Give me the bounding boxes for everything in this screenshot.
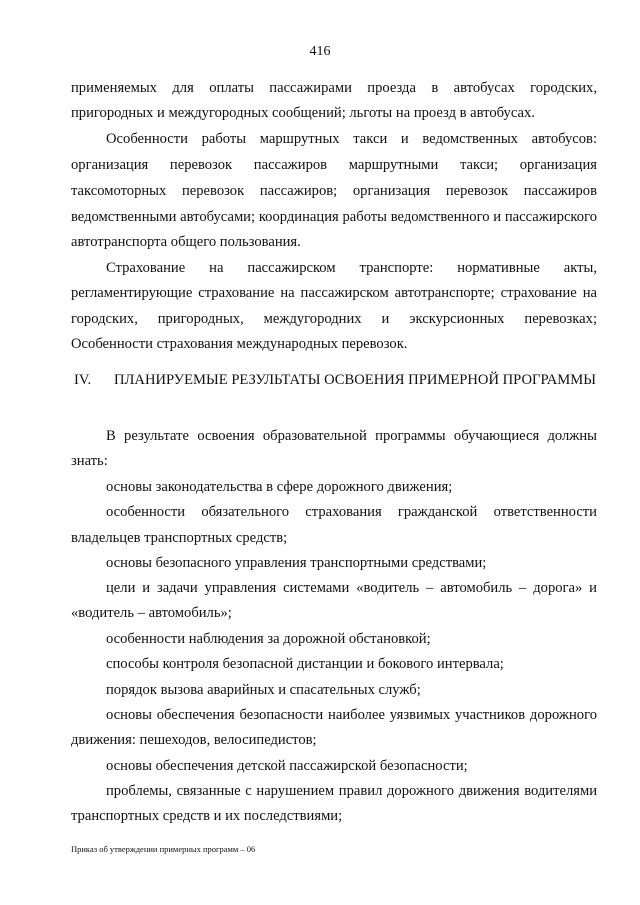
text-line: Особенности страхования международных перевозок.	[71, 336, 408, 352]
list-item: основы обеспечения безопасности наиболее уязвимых участников дорожного	[106, 707, 597, 723]
text-line: владельцев транспортных средств;	[71, 530, 288, 546]
list-item: особенности наблюдения за дорожной обстановкой;	[106, 631, 431, 647]
text-line: транспортных средств и их последствиями;	[71, 808, 343, 824]
text-line: Особенности работы маршрутных такси и ведомственных автобусов:	[106, 131, 597, 147]
list-item: цели и задачи управления системами «водитель – автомобиль – дорога» и	[106, 580, 597, 596]
section-title: ПЛАНИРУЕМЫЕ РЕЗУЛЬТАТЫ ОСВОЕНИЯ ПРИМЕРНОЙ ПРОГРАММЫ	[114, 372, 596, 388]
list-item: основы безопасного управления транспортными средствами;	[106, 555, 487, 571]
text-line: таксомоторных перевозок пассажиров; организация перевозок пассажиров	[71, 183, 597, 199]
text-line: ведомственными автобусами; координация работы ведомственного и пассажирского	[71, 209, 597, 225]
text-line: организация перевозок пассажиров маршрутными такси; организация	[71, 157, 597, 173]
text-line: знать:	[71, 453, 108, 469]
text-line: движения: пешеходов, велосипедистов;	[71, 732, 317, 748]
text-line: применяемых для оплаты пассажирами проезда в автобусах городских,	[71, 80, 597, 96]
text-line: регламентирующие страхование на пассажирском автотранспорте; страхование на	[71, 285, 597, 301]
text-line: Страхование на пассажирском транспорте: нормативные акты,	[106, 260, 597, 276]
page-number: 416	[309, 44, 331, 59]
text-line: пригородных и междугородных сообщений; льготы на проезд в автобусах.	[71, 105, 535, 121]
list-item: особенности обязательного страхования гражданской ответственности	[106, 504, 597, 520]
text-line: городских, пригородных, междугородних и экскурсионных перевозках;	[71, 311, 597, 327]
list-item: основы обеспечения детской пассажирской безопасности;	[106, 758, 468, 774]
footer-note: Приказ об утверждении примерных программ – 06	[71, 844, 256, 854]
text-line: автотранспорта общего пользования.	[71, 234, 301, 250]
list-item: основы законодательства в сфере дорожного движения;	[106, 479, 453, 495]
list-item: способы контроля безопасной дистанции и бокового интервала;	[106, 656, 504, 672]
list-item: порядок вызова аварийных и спасательных служб;	[106, 682, 421, 698]
text-line: В результате освоения образовательной программы обучающиеся должны	[106, 428, 597, 444]
list-item: проблемы, связанные с нарушением правил дорожного движения водителями	[106, 783, 597, 799]
text-line: «водитель – автомобиль»;	[71, 605, 232, 621]
section-number: IV.	[74, 372, 92, 388]
